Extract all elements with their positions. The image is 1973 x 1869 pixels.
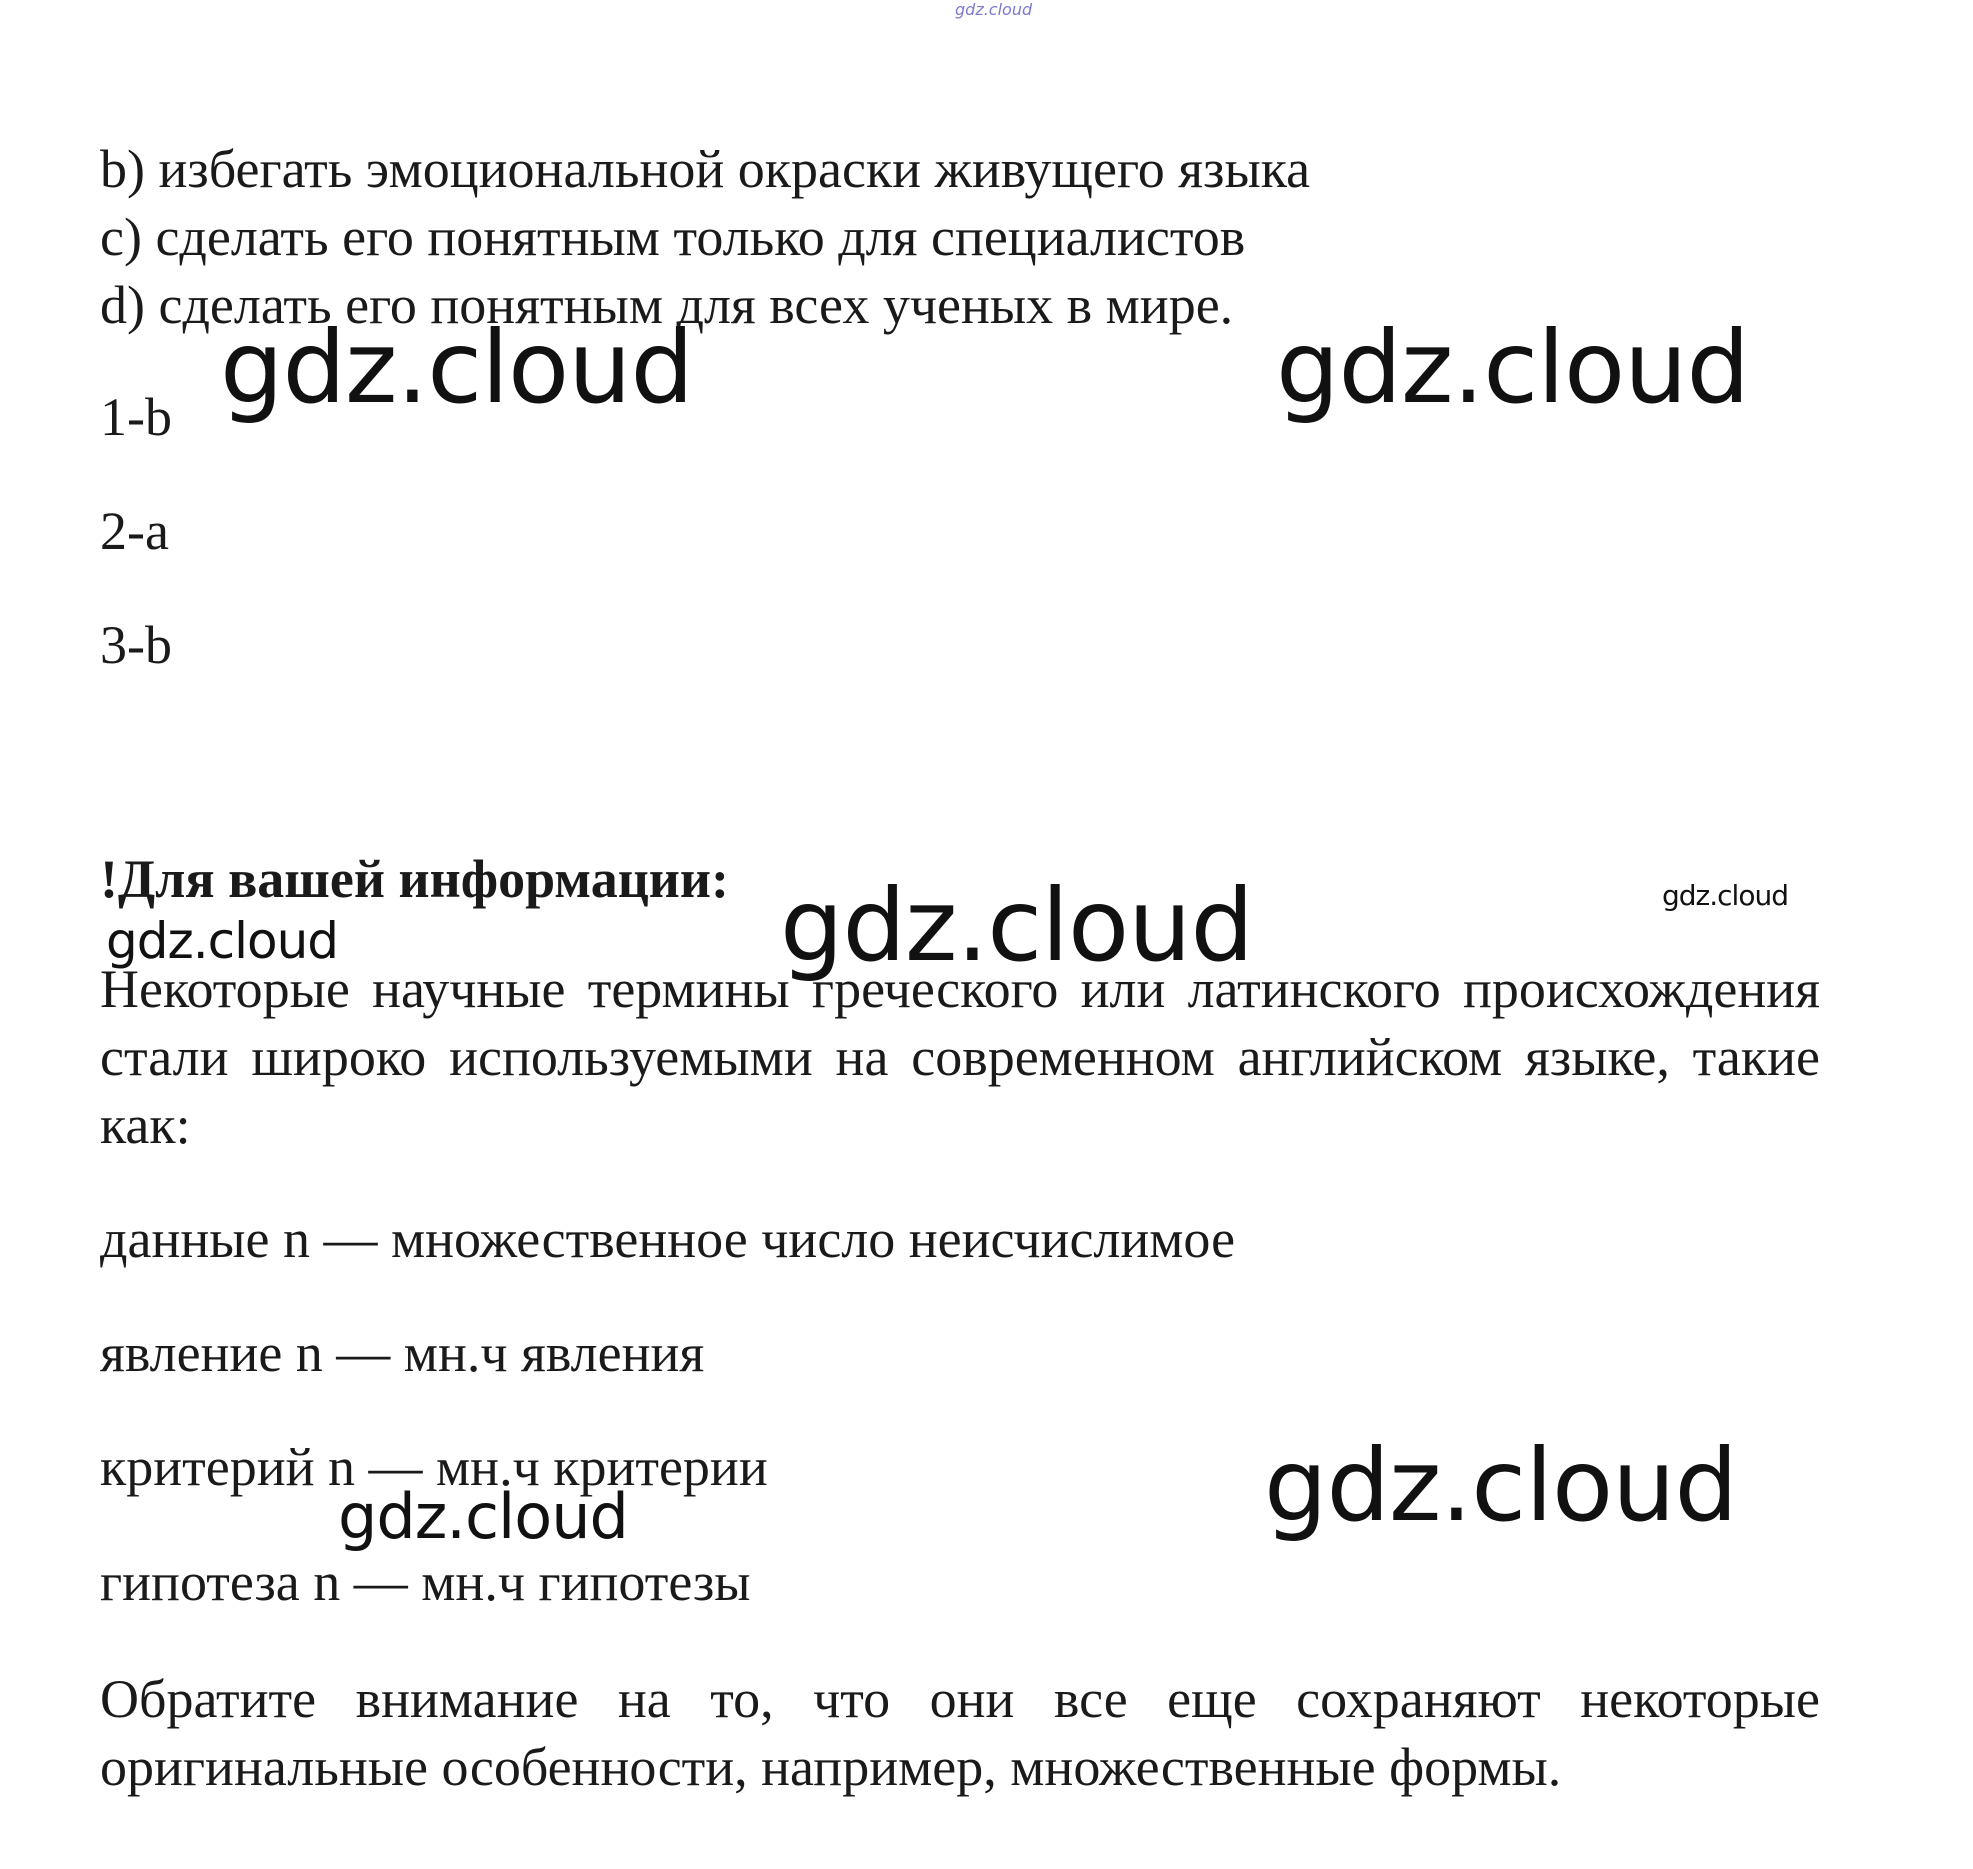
watermark: gdz.cloud: [338, 1480, 628, 1553]
info-heading: !Для вашей информации:: [100, 849, 730, 909]
answer-2: 2-a: [100, 501, 169, 561]
watermark: gdz.cloud: [1264, 1427, 1738, 1544]
option-b: b) избегать эмоциональной окраски живущего языка: [100, 139, 1311, 199]
watermark-top: gdz.cloud: [955, 0, 1033, 19]
watermark: gdz.cloud: [220, 309, 694, 426]
answer-3: 3-b: [100, 615, 172, 675]
info-intro-paragraph: Некоторые научные термины греческого или латинского происхождения стали широко используемыми на современном английском языке, такие как:: [100, 959, 1820, 1155]
term-hypothesis: гипотеза n — мн.ч гипотезы: [100, 1552, 751, 1612]
term-criterion: критерий n — мн.ч критерии: [100, 1437, 768, 1497]
info-note-paragraph: Обратите внимание на то, что они все еще сохраняют некоторые оригинальные особенности, например, множественные формы.: [100, 1669, 1820, 1797]
term-data: данные n — множественное число неисчислимое: [100, 1209, 1236, 1269]
option-d: d) сделать его понятным для всех ученых в мире.: [100, 275, 1234, 335]
option-c: c) сделать его понятным только для специалистов: [100, 207, 1246, 267]
watermark: gdz.cloud: [1662, 879, 1788, 912]
watermark: gdz.cloud: [1276, 309, 1750, 426]
watermark: gdz.cloud: [106, 912, 339, 970]
term-phenomenon: явление n — мн.ч явления: [100, 1323, 705, 1383]
watermark: gdz.cloud: [780, 867, 1254, 984]
answer-1: 1-b: [100, 387, 172, 447]
